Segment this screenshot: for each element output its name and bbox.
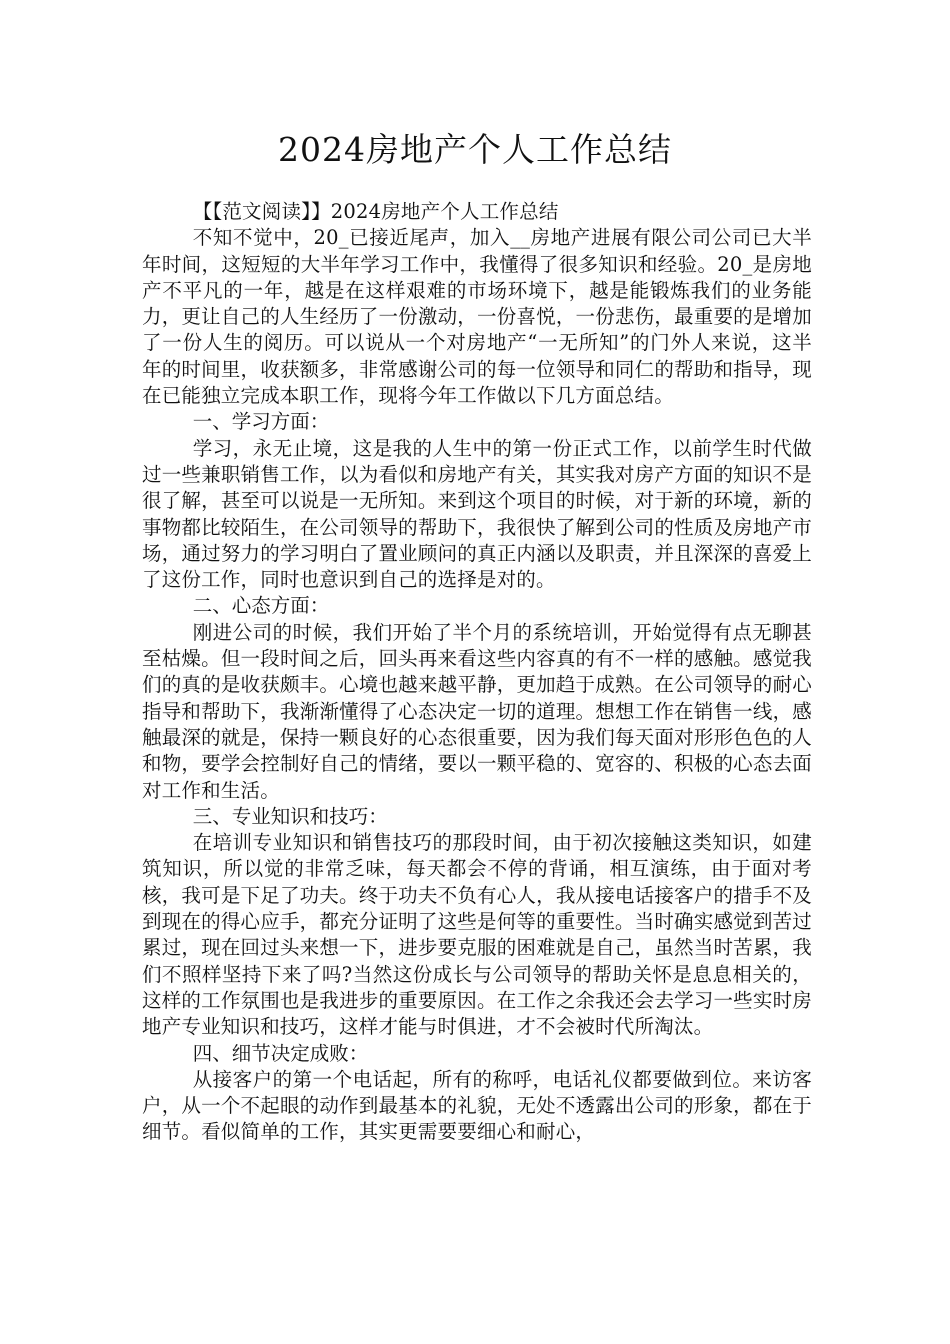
section-heading-skills: 三、专业知识和技巧： <box>192 804 388 828</box>
document-body <box>142 199 812 1146</box>
paragraph-study: 学习，永无止境，这是我的人生中的第一份正式工作，以前学生时代做过一些兼职销售工作，以为看似和房地产有关，其实我对房产方面的知识不是很了解，甚至可以说是一无所知。来到这个项目的时候，对于新的环境，新的事物都比较陌生，在公司领导的帮助下，我很快了解到公司的性质及房地产市场，通过努力的学习明白了置业顾问的真正内涵以及职责，并且深深的喜爱上了这份工作，同时也意识到自己的选择是对的。 <box>142 436 812 592</box>
paragraph-mindset: 刚进公司的时候，我们开始了半个月的系统培训，开始觉得有点无聊甚至枯燥。但一段时间之后，回头再来看这些内容真的有不一样的感触。感觉我们的真的是收获颇丰。心境也越来越平静，更加趋于成熟。在公司领导的耐心指导和帮助下，我渐渐懂得了心态决定一切的道理。想想工作在销售一线，感触最深的就是，保持一颗良好的心态很重要，因为我们每天面对形形色色的人和物，要学会控制好自己的情绪，要以一颗平稳的、宽容的、积极的心态去面对工作和生活。 <box>142 620 812 802</box>
document-title: 2024房地产个人工作总结 <box>278 130 672 169</box>
paragraph-details: 从接客户的第一个电话起，所有的称呼，电话礼仪都要做到位。来访客户，从一个不起眼的动作到最基本的礼貌，无处不透露出公司的形象，都在于细节。看似简单的工作，其实更需要要细心和耐心， <box>142 1067 812 1144</box>
intro-line: 【【范文阅读】】2024房地产个人工作总结 <box>192 200 559 223</box>
section-heading-study: 一、学习方面： <box>192 410 330 434</box>
section-heading-mindset: 二、心态方面： <box>192 594 330 618</box>
paragraph-intro: 不知不觉中，20_已接近尾声，加入__房地产进展有限公司公司已大半年时间，这短短的大半年学习工作中，我懂得了很多知识和经验。20_是房地产不平凡的一年，越是在这样艰难的市场环境下，越是能锻炼我们的业务能力，更让自己的人生经历了一份激动，一份喜悦，一份悲伤，最重要的是增加了一份人生的阅历。可以说从一个对房地产“一无所知”的门外人来说，这半年的时间里，收获额多，非常感谢公司的每一位领导和同仁的帮助和指导，现在已能独立完成本职工作，现将今年工作做以下几方面总结。 <box>142 226 812 408</box>
paragraph-skills: 在培训专业知识和销售技巧的那段时间，由于初次接触这类知识，如建筑知识，所以觉的非常乏味，每天都会不停的背诵，相互演练，由于面对考核，我可是下足了功夫。终于功夫不负有心人，我从接电话接客户的措手不及到现在的得心应手，都充分证明了这些是何等的重要性。当时确实感觉到苦过累过，现在回过头来想一下，进步要克服的困难就是自己，虽然当时苦累，我们不照样坚持下来了吗?当然这份成长与公司领导的帮助关怀是息息相关的，这样的工作氛围也是我进步的重要原因。在工作之余我还会去学习一些实时房地产专业知识和技巧，这样才能与时俱进，才不会被时代所淘汰。 <box>142 831 812 1039</box>
section-heading-details: 四、细节决定成败： <box>192 1041 369 1065</box>
